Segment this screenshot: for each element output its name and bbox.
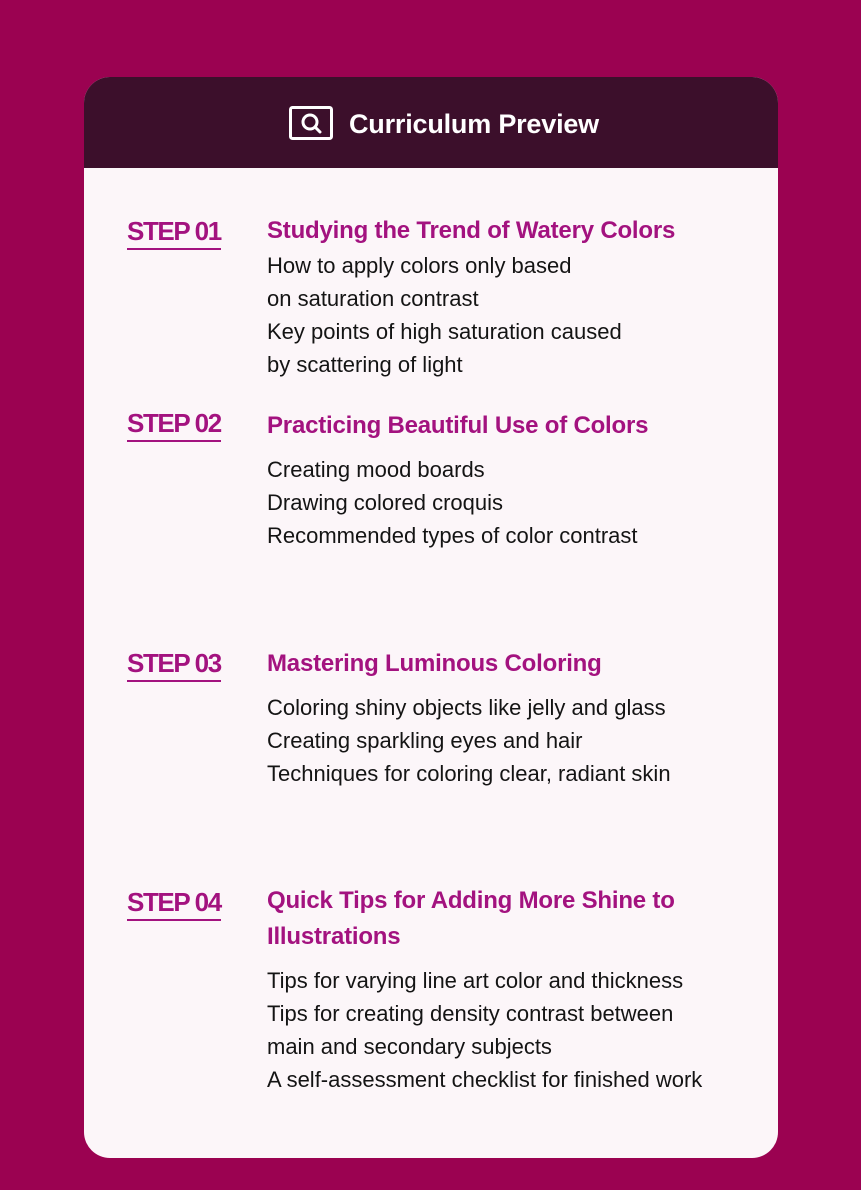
curriculum-card — [84, 77, 778, 1158]
step-title: Mastering Luminous Coloring — [267, 650, 602, 677]
list-item: Tips for varying line art color and thickness — [267, 968, 684, 993]
step-item-list — [267, 691, 767, 790]
list-item: main and secondary subjects — [267, 1034, 552, 1059]
step-title: Studying the Trend of Watery Colors — [267, 217, 676, 244]
step-item-list — [267, 453, 767, 552]
list-item: Coloring shiny objects like jelly and glass — [267, 695, 666, 720]
list-item: by scattering of light — [267, 352, 463, 377]
step-label: STEP 01 — [127, 216, 221, 250]
list-item: Creating sparkling eyes and hair — [267, 728, 583, 753]
list-item: Recommended types of color contrast — [267, 523, 638, 548]
list-item: Key points of high saturation caused — [267, 319, 622, 344]
list-item: Drawing colored croquis — [267, 490, 503, 515]
search-icon — [289, 106, 333, 140]
list-item: Techniques for coloring clear, radiant skin — [267, 761, 671, 786]
list-item: on saturation contrast — [267, 286, 479, 311]
list-item: A self-assessment checklist for finished work — [267, 1067, 703, 1092]
step-item-list — [267, 249, 767, 381]
step-title: Practicing Beautiful Use of Colors — [267, 412, 649, 439]
card-header — [84, 77, 778, 168]
list-item: Creating mood boards — [267, 457, 485, 482]
step-title: Quick Tips for Adding More Shine to Illustrations — [267, 887, 675, 950]
list-item: Tips for creating density contrast between — [267, 1001, 674, 1026]
list-item: How to apply colors only based — [267, 253, 572, 278]
step-label: STEP 02 — [127, 408, 221, 442]
page-title: Curriculum Preview — [349, 109, 599, 139]
step-label: STEP 04 — [127, 887, 221, 921]
step-item-list — [267, 964, 767, 1096]
step-label: STEP 03 — [127, 648, 221, 682]
